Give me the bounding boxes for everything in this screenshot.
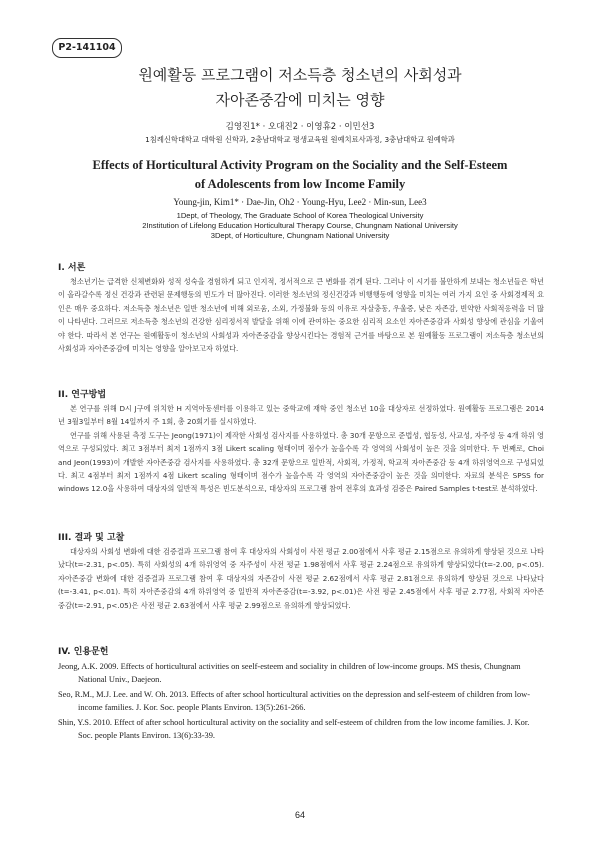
english-title-line-2: of Adolescents from low Income Family	[194, 177, 406, 191]
section-heading-introduction: I. 서론	[58, 263, 86, 273]
reference-list	[58, 660, 544, 744]
poster-id-badge: P2-141104	[52, 38, 122, 58]
korean-title-line-1: 원예활동 프로그램이 저소득층 청소년의 사회성과	[138, 66, 462, 84]
english-affiliation-1: 1Dept, of Theology, The Graduate School of Korea Theological University	[176, 211, 424, 220]
korean-authors: 김영진1* · 오대진2 · 이영휴2 · 이민선3	[225, 122, 375, 132]
english-affiliations	[40, 211, 560, 241]
introduction-paragraph: 청소년기는 급격한 신체변화와 성적 성숙을 경험하게 되고 인지적, 정서적으로 큰 변화를 겪게 된다. 그러나 이 시기를 불안하게 보내는 청소년들은 학년이 올라갈수록 정신 건강과 관련된 문제행동의 빈도가 더 많아진다. 이러한 청소년의 정신건강과 비행행동에 영향을 미치는 여러 가지 요인 중 사회경제적 요인은 매우 중요하다. 저소득층 청소년은 일반 청소년에 비해 외로움, 소외, 가정불화 등의 이유로 자살충동, 우울증, 낮은 자존감, 빈약한 사회적응력을 더 많이 나타낸다. 그러므로 저소득층 청소년의 건강한 심리정서적 발달을 위해 이에 관여하는 중요한 심리적 요소인 자아존중감과 사회성 향상에 관심을 기울여야 한다. 따라서 본 연구는 원예활동이 청소년의 사회성과 자아존중감을 향상시킨다는 경험적 근거를 바탕으로 본 원예활동 프로그램이 저소득층 청소년의 사회성과 자아존중감에 미치는 영향을 알아보고자 하였다.	[58, 277, 544, 354]
section-heading-references: IV. 인용문헌	[58, 647, 109, 657]
methods-paragraph-2: 연구를 위해 사용된 측정 도구는 Jeong(1971)이 제작한 사회성 검사지를 사용하였다. 총 30개 문항으로 준법성, 협동성, 사교성, 자주성 등 4개 하위 영역으로 구성되었다. 최고 3점부터 최저 1점까지 3점 Likert scaling 형태이며 점수가 높을수록 각 영역의 사회성이 높은 것을 의미한다. 두 번째로, Choi and Jeon(1993)이 개발한 자아존중감 검사지를 사용하였다. 총 32개 문항으로 일반적, 사회적, 가정적, 학교적 자아존중감 등 4개 하위영역으로 구성되었다. 최고 4점부터 최저 1점까지 4점 Likert scaling 형태이며 점수가 높을수록 각 영역의 자아존중감이 높은 것을 의미한다. 자료의 분석은 SPSS for windows 12.0을 사용하여 대상자의 일반적 특성은 빈도분석으로, 대상자의 프로그램 참여 전후의 효과성 검증은 Paired Samples t-test로 분석하였다.	[58, 430, 544, 494]
english-affiliation-3: 3Dept, of Horticulture, Chungnam National University	[210, 231, 390, 240]
reference-item: Jeong, A.K. 2009. Effects of horticultural activities on seelf-esteem and sociality in children of low-income groups. MS thesis, Chungnam National Univ., Daejeon.	[58, 662, 521, 684]
english-title-line-1: Effects of Horticultural Activity Program on the Sociality and the Self-Esteem	[92, 158, 508, 172]
introduction-body	[58, 275, 544, 355]
section-heading-methods: II. 연구방법	[58, 390, 107, 400]
english-affiliation-2: 2Institution of Lifelong Education Horticultural Therapy Course, Chungnam National University	[142, 221, 458, 230]
results-paragraph: 대상자의 사회성 변화에 대한 검증결과 프로그램 참여 후 대상자의 사회성이 사전 평균 2.00점에서 사후 평균 2.15점으로 유의하게 향상된 것으로 나타났다(t=-2.31, p<.05). 특히 사회성의 4개 하위영역 중 자주성이 사전 평균 1.98점에서 사후 평균 2.24점으로 유의하게 향상되었다(t=-2.00, p<.05). 자아존중감 변화에 대한 검증결과 프로그램 참여 후 대상자의 자존감이 사전 평균 2.62점에서 사후 평균 2.81점으로 유의하게 향상된 것으로 나타났다(t=-3.41, p<.01). 특히 자아존중감의 4개 하위영역 중 일반적 자아존중감(t=-3.92, p<.01)은 사전 평균 2.45점에서 사후 평균 2.77점, 사회적 자아존중감(t=-2.91, p<.05)은 사전 평균 2.63점에서 사후 평균 2.99점으로 유의하게 향상되었다.	[58, 547, 544, 610]
korean-title-line-2: 자아존중감에 미치는 영향	[215, 91, 385, 109]
english-authors: Young-jin, Kim1* · Dae-Jin, Oh2 · Young-Hyu, Lee2 · Min-sun, Lee3	[173, 197, 427, 207]
page-number: 64	[294, 810, 305, 820]
methods-paragraph-1: 본 연구를 위해 D시 J구에 위치한 H 지역아동센터를 이용하고 있는 중학교에 재학 중인 청소년 10을 대상자로 선정하였다. 원예활동 프로그램은 2014년 3월3일부터 8월 14일까지 주 1회, 총 20회기를 실시하였다.	[58, 404, 544, 427]
methods-body	[58, 402, 544, 496]
section-heading-results: III. 결과 및 고찰	[58, 533, 125, 543]
reference-item: Shin, Y.S. 2010. Effect of after school horticultural activity on the sociality and self-esteem of children from the low income families. J. Kor. Soc. people Plants Environ. 13(6):33-39.	[58, 718, 530, 740]
reference-item: Seo, R.M., M.J. Lee. and W. Oh. 2013. Effects of after school horticultural activities on the depression and self-esteem of children from low-income families. J. Kor. Soc. people Plants Environ. 13(5):261-266.	[58, 690, 530, 712]
results-body	[58, 545, 544, 612]
korean-affiliations: 1침례신학대학교 대학원 신학과, 2충남대학교 평생교육원 원예치료사과정, 3충남대학교 원예학과	[145, 135, 455, 144]
